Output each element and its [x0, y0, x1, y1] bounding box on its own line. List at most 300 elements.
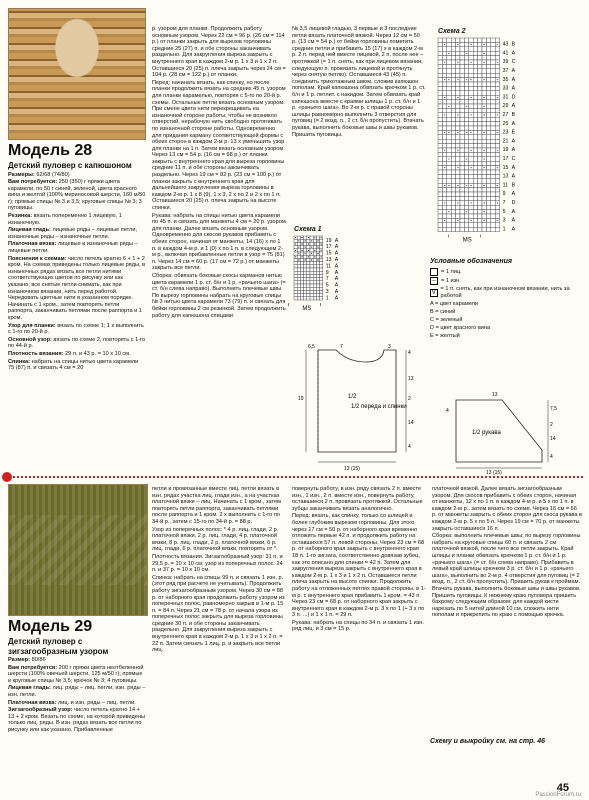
scheme-cell [442, 135, 446, 139]
scheme-cell [442, 139, 446, 143]
pattern-dim: 1/2 [348, 394, 357, 400]
scheme-cell [486, 73, 490, 77]
scheme-cell [495, 122, 499, 126]
scheme-cell [438, 130, 442, 134]
scheme-cell [313, 274, 316, 277]
scheme-cell [495, 135, 499, 139]
scheme-cell [300, 246, 303, 249]
scheme-cell [478, 104, 482, 108]
scheme-cell [460, 69, 464, 73]
scheme-row-number: 5 [502, 208, 506, 215]
scheme-cell [478, 130, 482, 134]
scheme-cell [478, 126, 482, 130]
scheme-cell [464, 161, 468, 165]
scheme-cell [478, 205, 482, 209]
pattern-dim: 14 [550, 436, 556, 442]
scheme-cell [464, 205, 468, 209]
model-29-text-block: Рукава: набрать на спицы по 34 п. и связать 1 изн. ряд лиц. и 3 см = 15 р. [292, 619, 424, 633]
scheme-color-letter: A [511, 68, 516, 74]
scheme-cell [495, 192, 499, 196]
scheme-cell [320, 294, 323, 297]
scheme-cell [313, 252, 316, 255]
scheme-cell [473, 47, 477, 51]
scheme-cell [482, 139, 486, 143]
scheme-cell [447, 135, 451, 139]
scheme-cell [456, 157, 460, 161]
scheme-cell [438, 126, 442, 130]
scheme-cell [464, 192, 468, 196]
watermark: PassionForum.ru [535, 792, 581, 798]
scheme-cell [438, 148, 442, 152]
scheme-cell [438, 135, 442, 139]
scheme-cell [300, 252, 303, 255]
scheme-row-number: 3 [502, 217, 506, 224]
scheme-cell [456, 170, 460, 174]
scheme-cell [316, 249, 319, 252]
scheme-cell [469, 227, 473, 231]
scheme-cell [307, 239, 310, 242]
scheme-cell [491, 117, 495, 121]
scheme-cell [469, 152, 473, 156]
scheme-cell [456, 104, 460, 108]
scheme-cell [495, 69, 499, 73]
scheme-cell [473, 91, 477, 95]
scheme-cell [297, 249, 300, 252]
scheme-color-letter: A [334, 289, 339, 295]
scheme-cell [456, 214, 460, 218]
scheme-cell [491, 157, 495, 161]
scheme-cell [294, 262, 297, 265]
scheme-cell [473, 69, 477, 73]
scheme-cell [447, 100, 451, 104]
scheme-cell [451, 157, 455, 161]
scheme-cell [451, 64, 455, 68]
scheme-cell [451, 108, 455, 112]
scheme-cell [442, 196, 446, 200]
legend-item: V = 1 п. снять, как при изнаночном вязании, нить за работой [431, 286, 570, 299]
model-28-subtitle: Детский пуловер с капюшоном [8, 161, 132, 170]
model-29-text-block: Плотность вязания. Зигзагообразный узор: 31 п. и 29,5 р. = 10 х 10 см; узор из поперечных полос: 24 п. и 37 р. = 10 х 10 см. [152, 553, 283, 574]
scheme-cell [451, 56, 455, 60]
scheme-cell [456, 192, 460, 196]
scheme-cell [460, 188, 464, 192]
scheme-cell [491, 113, 495, 117]
scheme-cell [438, 174, 442, 178]
scheme-ms-label: MS [302, 306, 312, 312]
scheme-cell [297, 287, 300, 290]
scheme-cell [442, 223, 446, 227]
scheme-cell [469, 104, 473, 108]
scheme-cell [460, 210, 464, 214]
slip-symbol-icon: V [431, 290, 436, 296]
scheme-row-number: 9 [502, 191, 506, 198]
divider-dot-icon [2, 472, 12, 482]
scheme-cell [469, 170, 473, 174]
scheme-cell [478, 47, 482, 51]
scheme-cell [473, 117, 477, 121]
scheme-cell [478, 60, 482, 64]
scheme-cell [451, 73, 455, 77]
model-28-text-block: № 3,5 лицевой гладью, 3 первые и 3 последние петли вязать платочной вязкой. Через 12 см = 50 р. (13 см = 54 р.) от бейки горловины пометить средние петли и прибавить 15 (17) х в каждом 2-м р. 2 п. перед ней вместе лицевой, 2 п. после нее – протяжкой (= 1 п. снять, как при лицевом вязании, следующую п. провязать лицевой и протянуть через снятую петлю). Оставшиеся 43 (45) п. соединить трикотажным швом, сложив капюшон пополам. Край капюшона обвязать крючком 1 р. ст. б/н и 1 р. петлит. с накидом. Затем обвязать край капюшона вместе с краями шлицы 1 р. ст. б/н и 1 р. «рачьего шага». Во 2-м р. с правой стороны шлицы равномерно выполнить 3 отверстия для пуговиц (= 2 возд. п., 2 ст. б/н пропустить). Втачать рукава, выполнить боковые швы и швы рукавов. Пришить пуговицы. [292, 26, 426, 138]
scheme-cell [473, 196, 477, 200]
scheme-cell [307, 258, 310, 261]
model-29-size: Размер: 80/86 [8, 657, 46, 663]
scheme-cell [491, 135, 495, 139]
scheme-cell [486, 117, 490, 121]
scheme-cell [451, 183, 455, 187]
scheme-cell [473, 60, 477, 64]
scheme-cell [451, 205, 455, 209]
scheme-cell [473, 166, 477, 170]
scheme-cell [442, 117, 446, 121]
scheme-cell [451, 60, 455, 64]
scheme-cell [297, 274, 300, 277]
scheme-cell [491, 183, 495, 187]
scheme-cell [495, 56, 499, 60]
scheme-cell [473, 56, 477, 60]
scheme-cell [478, 174, 482, 178]
scheme-cell [451, 161, 455, 165]
scheme-row-number: 7 [325, 276, 329, 283]
scheme-cell [491, 201, 495, 205]
scheme-cell [491, 38, 495, 42]
scheme-cell [486, 192, 490, 196]
scheme-cell [478, 214, 482, 218]
scheme-cell [451, 152, 455, 156]
scheme-cell [451, 227, 455, 231]
scheme-cell [438, 95, 442, 99]
scheme-cell [495, 205, 499, 209]
scheme-color-letter: A [511, 173, 516, 180]
scheme-cell [478, 113, 482, 117]
scheme-cell [482, 196, 486, 200]
scheme-cell [442, 122, 446, 126]
scheme-cell [320, 252, 323, 255]
scheme-row-number: 5 [325, 282, 329, 289]
scheme-cell [307, 262, 310, 265]
scheme-row-number: 41 [502, 50, 509, 57]
scheme-cell [469, 196, 473, 200]
scheme-row-number: 3 [325, 289, 329, 295]
scheme-cell [491, 95, 495, 99]
scheme-cell [491, 174, 495, 178]
scheme-cell [451, 214, 455, 218]
scheme-cell [486, 183, 490, 187]
scheme-cell [486, 113, 490, 117]
scheme-cell [460, 126, 464, 130]
scheme-color-letter: A [511, 103, 516, 110]
scheme-cell [486, 47, 490, 51]
scheme-color-letter: A [334, 244, 339, 251]
pattern-dim: 2 [408, 396, 411, 402]
scheme-cell [473, 122, 477, 126]
scheme-cell [491, 108, 495, 112]
scheme-cell [464, 148, 468, 152]
scheme-cell [495, 100, 499, 104]
scheme-cell [460, 104, 464, 108]
model-29-text-block: Перед: вязать, как спинку, только со шлицей и более глубоким вырезом горловины. Для этого через 17 см = 50 р. от наборного края временно отложить первые 42 п. и продолжить работу на оставшихся 57 п. левой стороны. Через 23 см = 68 р. от наборного края закрыть с внутреннего края 18 п. 1-го зигзага, соответственно довязав зубец, как это описано для спинки = 42 п. Затем для закругления выреза закрыть с внутреннего края в каждом 2-м р. 1 х 3 и 1 х 2 п. Оставшиеся петли плеча закрыть на высоте спинки. Продолжить работу на отложенных петлях правой стороны, в 1-м р. с внутреннего края прибавить 1 кром. = 43 п. Через 23 см = 68 р. от наборного края закрыть с внутреннего края в каждом 2-м р. 3 х по 1 (+ 3 х по 3 п. ...) и 1 х 1 п. = 29 п. [292, 513, 426, 619]
scheme-cell [460, 152, 464, 156]
scheme-cell [438, 42, 442, 46]
scheme-cell [310, 281, 313, 284]
scheme-cell [491, 56, 495, 60]
scheme-cell [438, 91, 442, 95]
scheme-cell [297, 242, 300, 245]
model-28-photo [8, 8, 146, 140]
scheme-cell [469, 192, 473, 196]
scheme-cell [438, 60, 442, 64]
pattern-dim: 4 [408, 444, 411, 450]
scheme-cell [495, 188, 499, 192]
scheme-cell [486, 78, 490, 82]
scheme-cell [447, 144, 451, 148]
scheme-cell [460, 91, 464, 95]
scheme-cell [294, 246, 297, 249]
scheme-cell [486, 135, 490, 139]
scheme-cell [456, 86, 460, 90]
section-divider [6, 476, 583, 478]
scheme-cell [300, 287, 303, 290]
scheme-cell [473, 95, 477, 99]
scheme-cell [491, 170, 495, 174]
scheme-cell [307, 268, 310, 271]
scheme-cell [304, 281, 307, 284]
scheme-cell [460, 60, 464, 64]
scheme-cell [438, 144, 442, 148]
scheme-cell [478, 192, 482, 196]
model-29-materials: Вам потребуется: 200 г пряжи цвета неотбеленной шерсти (100% овечьей шерсти, 125 м/50 г); прямые и круговые спицы № 3,5; крючок № 3; 4 пуговицы. [8, 664, 144, 684]
scheme-cell [486, 100, 490, 104]
scheme-cell [473, 179, 477, 183]
scheme-cell [469, 69, 473, 73]
scheme-color-letter: A [511, 147, 516, 154]
scheme-cell [442, 205, 446, 209]
scheme-cell [456, 227, 460, 231]
scheme-cell [460, 148, 464, 152]
scheme-cell [438, 73, 442, 77]
scheme-cell [320, 287, 323, 290]
scheme-cell [456, 210, 460, 214]
scheme-cell [491, 69, 495, 73]
scheme-cell [447, 122, 451, 126]
scheme-cell [460, 205, 464, 209]
scheme-cell [438, 64, 442, 68]
scheme-cell [482, 214, 486, 218]
scheme-cell [310, 287, 313, 290]
scheme-cell [297, 255, 300, 258]
scheme-2-grid [438, 38, 583, 248]
scheme-cell [478, 86, 482, 90]
scheme-cell [442, 64, 446, 68]
model-29-zigzag: Зигзагообразный узор: число петель кратно 14 + 13 + 2 кром. Вязать по схеме, на которой приведены только лиц. ряды. В изн. рядах вязать все петли по рисунку или как указано. Прибавленные [8, 707, 145, 733]
scheme-cell [294, 294, 297, 297]
scheme-cell [460, 100, 464, 104]
scheme-cell [478, 139, 482, 143]
scheme-cell [495, 223, 499, 227]
scheme-cell [460, 144, 464, 148]
scheme-cell [310, 274, 313, 277]
scheme-cell [442, 170, 446, 174]
scheme-cell [316, 262, 319, 265]
scheme-cell [313, 262, 316, 265]
scheme-cell [478, 82, 482, 86]
scheme-cell [464, 170, 468, 174]
scheme-color-letter: B [511, 112, 516, 118]
scheme-cell [442, 82, 446, 86]
scheme-cell [313, 258, 316, 261]
scheme-cell [447, 201, 451, 205]
scheme-cell [464, 174, 468, 178]
scheme-cell [464, 179, 468, 183]
model-28-column-3 [292, 26, 426, 139]
scheme-cell [482, 100, 486, 104]
scheme-cell [438, 139, 442, 143]
scheme-cell [478, 69, 482, 73]
scheme-cell [438, 113, 442, 117]
scheme-cell [447, 82, 451, 86]
scheme-cell [482, 179, 486, 183]
scheme-cell [478, 38, 482, 42]
scheme-cell [451, 42, 455, 46]
scheme-cell [486, 179, 490, 183]
scheme-cell [464, 144, 468, 148]
scheme-cell [495, 179, 499, 183]
scheme-cell [482, 82, 486, 86]
scheme-cell [464, 196, 468, 200]
scheme-cell [469, 100, 473, 104]
scheme-cell [478, 78, 482, 82]
scheme-cell [469, 144, 473, 148]
scheme-cell [460, 179, 464, 183]
scheme-cell [438, 196, 442, 200]
pattern-dim: 13 (15) [486, 470, 502, 476]
scheme-cell [469, 122, 473, 126]
scheme-cell [316, 242, 319, 245]
scheme-cell [478, 227, 482, 231]
scheme-cell [469, 223, 473, 227]
scheme-cell [316, 287, 319, 290]
scheme-cell [447, 174, 451, 178]
scheme-cell [495, 47, 499, 51]
scheme-cell [473, 135, 477, 139]
scheme-cell [495, 51, 499, 55]
sleeve-label: 1/2 рукава [472, 430, 501, 436]
scheme-cell [294, 274, 297, 277]
pattern-dim: 4 [550, 454, 553, 460]
scheme-cell [495, 144, 499, 148]
scheme-color-letter: B [511, 182, 516, 189]
pattern-dim: 2 [550, 422, 553, 428]
scheme-cell [297, 262, 300, 265]
scheme-cell [469, 210, 473, 214]
scheme-cell [464, 122, 468, 126]
scheme-row-number: 15 [502, 164, 509, 171]
scheme-cell [478, 91, 482, 95]
model-28-rib: Резинка: вязать попеременно 1 лицевую, 1 изнаночную. [8, 213, 122, 226]
scheme-cell [438, 100, 442, 104]
scheme-cell [447, 42, 451, 46]
scheme-cell [473, 113, 477, 117]
scheme-cell [456, 73, 460, 77]
scheme-cell [460, 108, 464, 112]
scheme-color-letter: A [511, 217, 516, 224]
scheme-color-letter: A [334, 282, 339, 289]
scheme-cell [451, 126, 455, 130]
scheme-cell [447, 196, 451, 200]
scheme-cell [438, 166, 442, 170]
scheme-cell [478, 170, 482, 174]
scheme-cell [310, 236, 313, 239]
scheme-cell [486, 126, 490, 130]
scheme-row-number: 1 [325, 295, 329, 302]
scheme-cell [473, 148, 477, 152]
scheme-cell [482, 144, 486, 148]
model-29-text-block: петли и провязанные вместе лиц. петли вязать в изн. рядах участка лиц. глади изн., а на участках платочной вязки – лиц. Начинать с 1 кром., затем повторять петли раппорта, заканчивать петлями после раппорта и 1 кром. 2 х выполнить с 1-го по 34-й р., затем с 15-го по 34-й р. = 88 р. [152, 486, 281, 525]
scheme-cell [460, 218, 464, 222]
scheme-cell [456, 205, 460, 209]
scheme-cell [473, 104, 477, 108]
scheme-cell [464, 166, 468, 170]
scheme-row-number: 17 [502, 156, 509, 162]
scheme-cell [464, 152, 468, 156]
scheme-cell [447, 214, 451, 218]
scheme-cell [447, 166, 451, 170]
scheme-cell [495, 91, 499, 95]
scheme-color-letter: D [511, 94, 516, 101]
scheme-cell [473, 126, 477, 130]
scheme-cell [478, 183, 482, 187]
scheme-cell [478, 223, 482, 227]
scheme-cell [438, 47, 442, 51]
scheme-cell [460, 223, 464, 227]
scheme-cell [464, 214, 468, 218]
pattern-dim: 4 [446, 408, 449, 414]
model-28-title: Модель 28 [8, 142, 93, 159]
scheme-cell [456, 135, 460, 139]
scheme-cell [460, 170, 464, 174]
scheme-cell [491, 144, 495, 148]
pattern-dim: 6,5 [308, 344, 315, 350]
scheme-cell [438, 223, 442, 227]
scheme-color-letter: A [511, 76, 516, 83]
scheme-cell [469, 126, 473, 130]
scheme-cell [478, 42, 482, 46]
scheme-cell [491, 78, 495, 82]
scheme-cell [447, 227, 451, 231]
model-28-density: Плотность вязания: 29 п. и 43 р. = 10 х 10 см. [8, 350, 131, 357]
scheme-cell [495, 157, 499, 161]
legend-item: B = синий [430, 309, 456, 315]
scheme-cell [447, 60, 451, 64]
model-28-back: Спинка: набрать на спицы нитью цвета карамели 75 (87) п. и связать 4 см = 20 [8, 358, 139, 372]
scheme-cell [495, 227, 499, 231]
scheme-cell [304, 242, 307, 245]
scheme-row-number: 13 [325, 257, 332, 263]
scheme-cell [442, 51, 446, 55]
scheme-cell [451, 122, 455, 126]
scheme-cell [482, 126, 486, 130]
scheme-cell [486, 130, 490, 134]
scheme-cell [316, 268, 319, 271]
scheme-ms-label: MS [462, 237, 472, 244]
scheme-cell [438, 188, 442, 192]
scheme-cell [495, 104, 499, 108]
scheme-cell [438, 78, 442, 82]
scheme-color-letter: A [511, 85, 516, 92]
scheme-cell [300, 268, 303, 271]
scheme-cell [300, 294, 303, 297]
front-back-label: 1/2 переда и спинки [351, 404, 407, 410]
